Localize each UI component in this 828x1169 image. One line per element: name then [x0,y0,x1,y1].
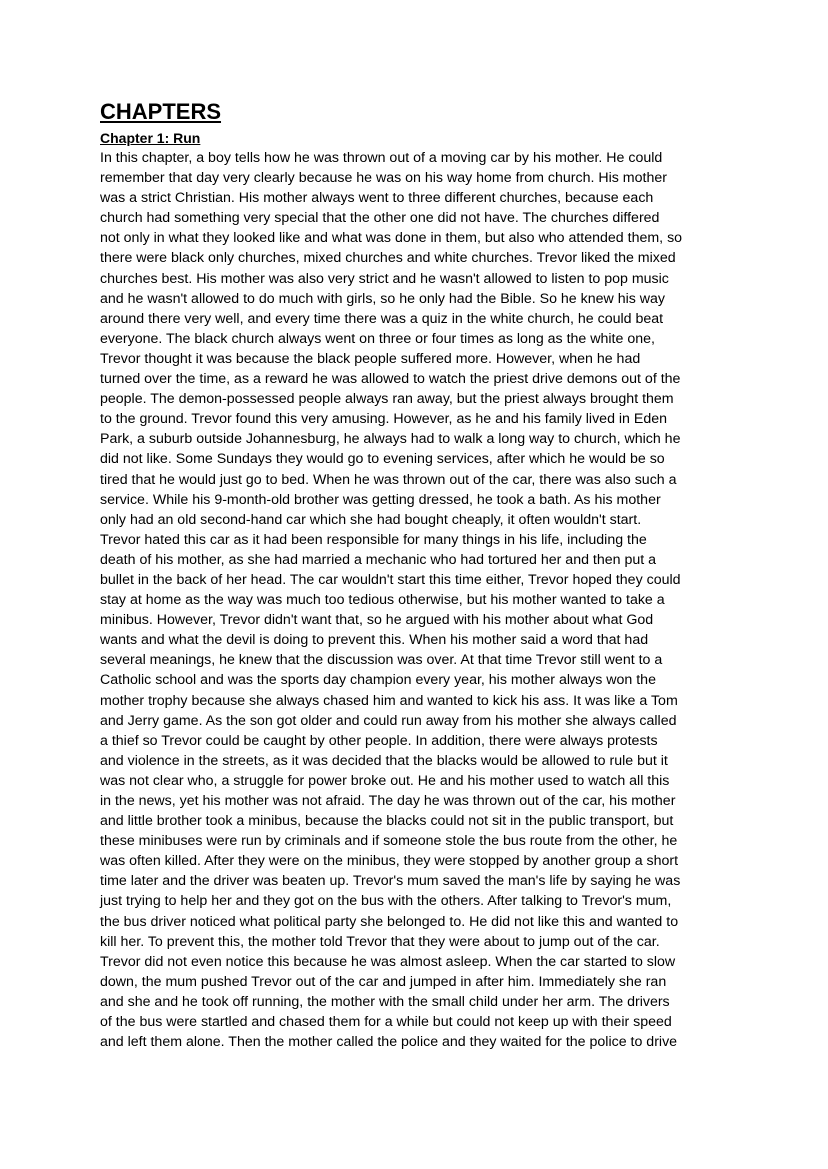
body-text-line: and left them alone. Then the mother called the police and they waited for the police to drive [100,1034,678,1051]
body-text-line: was a strict Christian. His mother always went to three different churches, because each [100,190,654,207]
body-text-line: remember that day very clearly because he was on his way home from church. His mother [100,170,667,187]
body-text-line: mother trophy because she always chased him and wanted to kick his ass. It was like a Tom [100,692,678,709]
body-text-line: time later and the driver was beaten up. Trevor's mum saved the man's life by saying he was [100,873,681,890]
body-text-line: tired that he would just go to bed. When he was thrown out of the car, there was also such a [100,471,677,488]
body-text-line: stay at home as the way was much too tedious otherwise, but his mother wanted to take a [100,592,665,609]
body-text-line: Park, a suburb outside Johannesburg, he always had to walk a long way to church, which he [100,431,681,448]
body-text-line: in the news, yet his mother was not afraid. The day he was thrown out of the car, his mother [100,793,676,809]
chapter-body-text [100,148,740,1052]
body-text-line: was not clear who, a struggle for power broke out. He and his mother used to watch all this [100,772,670,789]
body-text-line: the bus driver noticed what political party she belonged to. He did not like this and wanted to [100,913,679,930]
body-text-line: death of his mother, as she had married a mechanic who had tortured her and then put a [100,551,657,568]
body-text-line: turned over the time, as a reward he was allowed to watch the priest drive demons out of the [100,371,681,388]
body-text-line: there were black only churches, mixed churches and white churches. Trevor liked the mixed [100,250,676,267]
body-text-line: down, the mum pushed Trevor out of the car and jumped in after him. Immediately she ran [100,973,667,990]
body-text-line: and he wasn't allowed to do much with girls, so he only had the Bible. So he knew his way [100,290,666,307]
body-text-line: Trevor hated this car as it had been responsible for many things in his life, including the [100,531,647,548]
body-text-line: In this chapter, a boy tells how he was thrown out of a moving car by his mother. He could [100,150,663,166]
body-text-line: churches best. His mother was also very strict and he wasn't allowed to listen to pop music [100,270,669,287]
body-text-line: these minibuses were run by criminals and if someone stole the bus route from the other, he [100,833,678,850]
body-text-line: and she and he took off running, the mother with the small child under her arm. The drivers [100,993,670,1010]
body-text-line: bullet in the back of her head. The car wouldn't start this time either, Trevor hoped they could [100,571,681,588]
body-text-line: several meanings, he knew that the discussion was over. At that time Trevor still went to a [100,652,663,669]
page-title: CHAPTERS [100,99,222,124]
body-text-line: Catholic school and was the sports day champion every year, his mother always won the [100,672,656,689]
body-text-line: was often killed. After they were on the minibus, they were stopped by another group a short [100,853,679,870]
body-text-line: Trevor thought it was because the black people suffered more. However, when he had [100,350,641,367]
body-text-line: just trying to help her and they got on the bus with the others. After talking to Trevor's mum, [100,893,672,910]
body-text-line: not only in what they looked like and what was done in them, but also who attended them, so [100,230,683,247]
body-text-line: wants and what the devil is doing to prevent this. When his mother said a word that had [100,632,649,649]
body-text-line: kill her. To prevent this, the mother told Trevor that they were about to jump out of the car. [100,933,660,950]
body-text-line: only had an old second-hand car which she had bought cheaply, it often wouldn't start. [100,511,642,528]
body-text-line: did not like. Some Sundays they would go to evening services, after which he would be so [100,451,665,468]
body-text-line: around there very well, and every time there was a quiz in the white church, he could beat [100,310,664,327]
body-text-line: and violence in the streets, as it was decided that the blacks would be allowed to rule but it [100,752,668,769]
body-text-line: people. The demon-possessed people always ran away, but the priest always brought them [100,391,674,408]
body-text-line: Trevor did not even notice this because he was almost asleep. When the car started to slow [100,953,676,970]
body-text-line: church had something very special that the other one did not have. The churches differed [100,210,660,227]
body-text-line: everyone. The black church always went on three or four times as long as the white one, [100,330,655,347]
document-page [100,99,740,1052]
body-text-line: a thief so Trevor could be caught by other people. In addition, there were always protests [100,732,658,749]
body-text-line: service. While his 9-month-old brother was getting dressed, he took a bath. As his mother [100,491,661,508]
body-text-line: and little brother took a minibus, because the blacks could not sit in the public transport, but [100,813,674,830]
chapter-heading: Chapter 1: Run [100,130,201,146]
body-text-line: minibus. However, Trevor didn't want that, so he argued with his mother about what God [100,612,654,629]
body-text-line: and Jerry game. As the son got older and could run away from his mother she always called [100,712,677,729]
body-text-line: of the bus were startled and chased them for a while but could not keep up with their speed [100,1014,672,1031]
body-text-line: to the ground. Trevor found this very amusing. However, as he and his family lived in Eden [100,411,668,428]
